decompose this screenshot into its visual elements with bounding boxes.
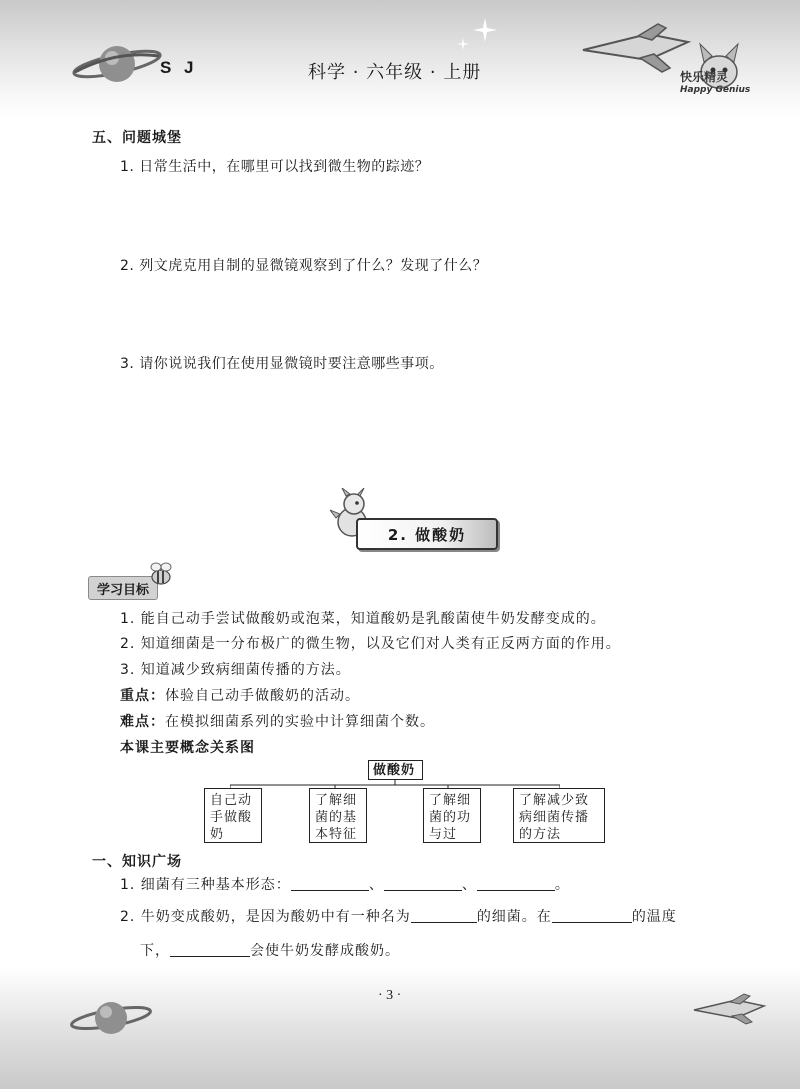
difficulty xyxy=(120,711,435,731)
q1-sep-1: 、 xyxy=(368,877,384,893)
concept-child-1: 自己动手做酸奶 xyxy=(204,788,262,843)
q2-blank-3[interactable] xyxy=(170,942,250,957)
section5-question-3: 3. 请你说说我们在使用显微镜时要注意哪些事项。 xyxy=(120,356,444,372)
key-point xyxy=(120,685,360,705)
stars-icon xyxy=(455,12,515,52)
concept-child-4: 了解减少致病细菌传播的方法 xyxy=(513,788,605,843)
concept-map-title: 本课主要概念关系图 xyxy=(120,740,255,756)
key-point-text: 体验自己动手做酸奶的活动。 xyxy=(165,688,360,704)
objective-2: 2. 知道细菌是一分布极广的微生物，以及它们对人类有正反两方面的作用。 xyxy=(120,636,621,652)
concept-connector xyxy=(230,780,560,790)
objectives-badge-label: 学习目标 xyxy=(96,582,149,598)
section1-q2-line2 xyxy=(140,940,400,960)
q1-blank-3[interactable] xyxy=(477,876,555,891)
concept-child-3: 了解细菌的功与过 xyxy=(423,788,481,843)
q1-end: 。 xyxy=(554,877,570,893)
concept-child-2: 了解细菌的基本特征 xyxy=(309,788,367,843)
q2-part4: 下， xyxy=(140,943,170,959)
logo-cn: 快乐精灵 xyxy=(680,70,729,84)
concept-root: 做酸奶 xyxy=(368,760,423,780)
q1-sep-2: 、 xyxy=(461,877,477,893)
bee-icon xyxy=(146,560,176,588)
footer-shuttle-icon xyxy=(690,990,770,1030)
planet-icon xyxy=(70,38,165,90)
objective-1: 1. 能自己动手尝试做酸奶或泡菜，知道酸奶是乳酸菌使牛奶发酵变成的。 xyxy=(120,611,606,627)
section5-question-2: 2. 列文虎克用自制的显微镜观察到了什么？发现了什么？ xyxy=(120,258,488,274)
difficulty-label: 难点： xyxy=(120,714,165,730)
logo-text xyxy=(680,68,750,95)
section1-q2-line1 xyxy=(120,906,677,926)
q1-blank-1[interactable] xyxy=(291,876,369,891)
logo-en: Happy Genius xyxy=(680,85,751,95)
section5-question-1: 1. 日常生活中，在哪里可以找到微生物的踪迹？ xyxy=(120,159,430,175)
section1-q1 xyxy=(120,874,570,894)
difficulty-text: 在模拟细菌系列的实验中计算细菌个数。 xyxy=(165,714,435,730)
section1-title: 一、知识广场 xyxy=(92,854,182,870)
q2-part5: 会使牛奶发酵成酸奶。 xyxy=(250,943,400,959)
footer-planet-icon xyxy=(68,994,154,1040)
q2-part1: 2. 牛奶变成酸奶，是因为酸奶中有一种名为 xyxy=(120,909,411,925)
q1-blank-2[interactable] xyxy=(384,876,462,891)
q2-blank-2[interactable] xyxy=(552,908,632,923)
objective-3: 3. 知道减少致病细菌传播的方法。 xyxy=(120,662,351,678)
series-code: S J xyxy=(160,58,198,77)
page-number: · 3 · xyxy=(378,988,402,1003)
book-title: 科学 · 六年级 · 上册 xyxy=(308,62,482,83)
q2-blank-1[interactable] xyxy=(411,908,477,923)
q2-part2: 的细菌。在 xyxy=(476,909,552,925)
section5-title: 五、问题城堡 xyxy=(92,130,182,146)
lesson-title-banner xyxy=(356,518,498,550)
q2-part3: 的温度 xyxy=(631,909,677,925)
q1-text: 1. 细菌有三种基本形态： xyxy=(120,877,291,893)
lesson-title: 2. 做酸奶 xyxy=(387,525,467,544)
key-point-label: 重点： xyxy=(120,688,165,704)
